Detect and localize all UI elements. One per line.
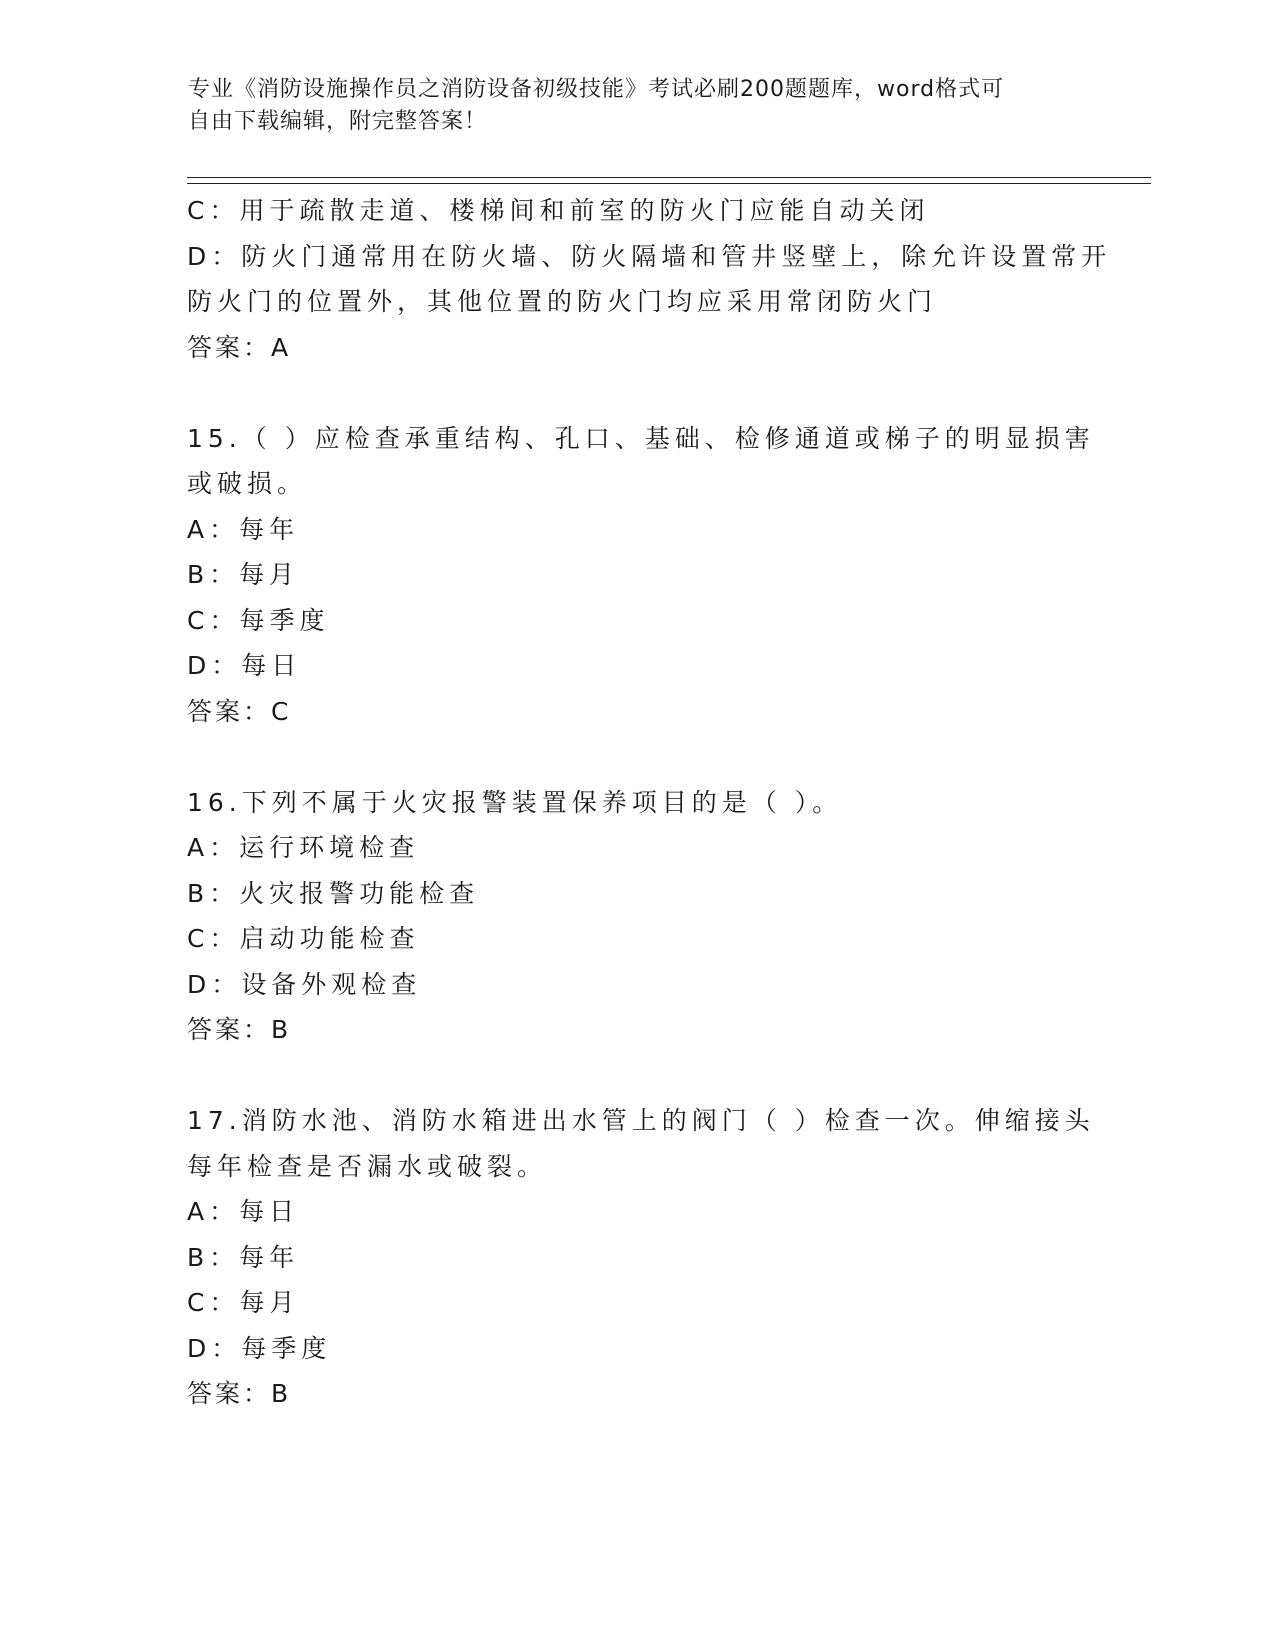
question-stem-line: 或破损。 (187, 469, 308, 498)
option-b: B：火灾报警功能检查 (187, 878, 480, 908)
question-stem-line: 17.消防水池、消防水箱进出水管上的阀门（ ）检查一次。伸缩接头 (187, 1106, 1095, 1135)
option-a: A：运行环境检查 (187, 833, 420, 862)
document-header (188, 74, 1068, 138)
question-stem-line: 每年检查是否漏水或破裂。 (187, 1151, 548, 1181)
option-d-continued: 防火门的位置外，其他位置的防火门均应采用常闭防火门 (187, 287, 938, 316)
question-spacer (187, 370, 1087, 416)
option-b: B：每月 (187, 560, 300, 589)
option-c: C：每月 (187, 1288, 300, 1317)
option-b: B：每年 (187, 1242, 300, 1272)
answer-line: 答案：B (187, 1015, 292, 1044)
header-divider-top (187, 177, 1151, 178)
question-16 (187, 780, 1087, 1053)
answer-line: 答案：A (187, 332, 292, 362)
header-title-line-1: 专业《消防设施操作员之消防设备初级技能》考试必刷200题题库，word格式可 (188, 77, 1005, 102)
option-a: A：每日 (187, 1197, 300, 1226)
option-d: D：设备外观检查 (187, 969, 422, 999)
question-content (187, 188, 1112, 1417)
option-d: D：防火门通常用在防火墙、防火隔墙和管井竖壁上，除允许设置常开 (187, 241, 1112, 271)
option-d: D：每日 (187, 651, 302, 680)
question-spacer (187, 1053, 1087, 1099)
question-15 (187, 416, 1095, 735)
question-17 (187, 1098, 1095, 1417)
option-c: C：用于疏散走道、楼梯间和前室的防火门应能自动关闭 (187, 196, 930, 225)
header-title-line-2: 自由下载编辑，附完整答案！ (188, 109, 488, 134)
answer-line: 答案：C (187, 696, 292, 726)
option-c: C：每季度 (187, 605, 330, 635)
question-14-tail (187, 188, 1112, 370)
question-stem-line: 15.（ ）应检查承重结构、孔口、基础、检修通道或梯子的明显损害 (187, 423, 1095, 453)
question-spacer (187, 734, 1087, 780)
header-divider-bottom (187, 183, 1151, 184)
option-c: C：启动功能检查 (187, 924, 420, 953)
option-a: A：每年 (187, 514, 300, 544)
option-d: D：每季度 (187, 1333, 332, 1363)
answer-line: 答案：B (187, 1379, 292, 1408)
question-stem-line: 16.下列不属于火灾报警装置保养项目的是（ ）。 (187, 787, 843, 817)
